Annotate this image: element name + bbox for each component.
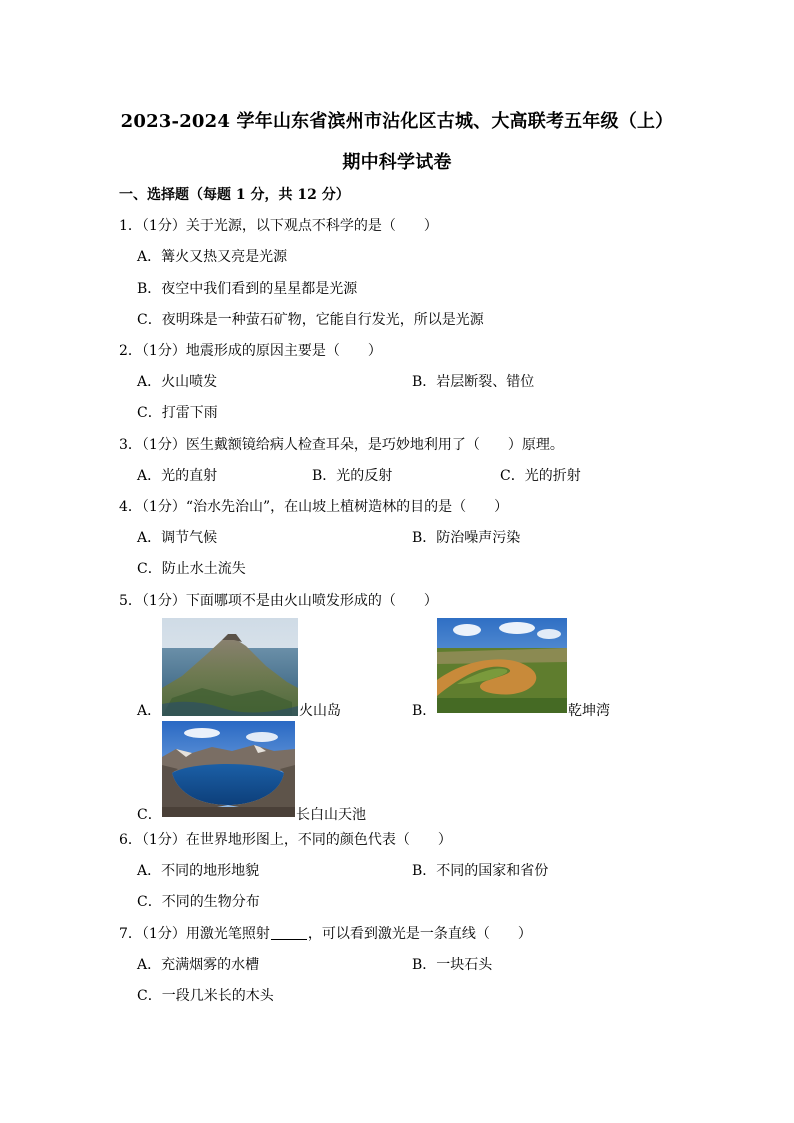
question-6-option-c: C．不同的生物分布 [137, 894, 260, 910]
question-2-stem: 2．（1分）地震形成的原因主要是（ ） [119, 343, 382, 359]
question-3-option-a: A．光的直射 [137, 468, 218, 484]
question-5-option-b-letter: B． [412, 703, 437, 719]
question-7-option-a: A．充满烟雾的水槽 [137, 957, 260, 973]
volcanic-island-photo [162, 618, 298, 716]
river-bend-photo [437, 618, 567, 713]
question-3-option-b: B．光的反射 [312, 468, 393, 484]
question-5-option-a-letter: A． [137, 703, 162, 719]
section-heading: 一、选择题（每题 1 分，共 12 分） [119, 187, 350, 203]
question-7-stem-post: ，可以看到激光是一条直线（ ） [307, 926, 532, 942]
question-4-option-b: B．防治噪声污染 [412, 530, 521, 546]
question-2-option-c: C．打雷下雨 [137, 405, 218, 421]
question-4-stem: 4．（1分）“治水先治山”，在山坡上植树造林的目的是（ ） [119, 499, 509, 515]
question-5-option-b-caption: 乾坤湾 [568, 703, 610, 719]
question-7-stem [119, 925, 532, 943]
question-7-option-b: B．一块石头 [412, 957, 493, 973]
question-5-option-a-caption: 火山岛 [299, 703, 341, 719]
answer-blank [271, 925, 307, 940]
exam-title-line2: 期中科学试卷 [342, 152, 452, 173]
exam-title-line1: 2023-2024 学年山东省滨州市沾化区古城、大高联考五年级（上） [120, 111, 674, 132]
question-2-option-a: A．火山喷发 [137, 374, 218, 390]
question-1-option-c: C．夜明珠是一种萤石矿物，它能自行发光，所以是光源 [137, 312, 484, 328]
question-3-option-c: C．光的折射 [500, 468, 581, 484]
question-4-option-c: C．防止水土流失 [137, 561, 246, 577]
question-5-option-c-caption: 长白山天池 [296, 807, 366, 823]
question-3-stem: 3．（1分）医生戴额镜给病人检查耳朵，是巧妙地利用了（ ）原理。 [119, 437, 564, 453]
question-5-option-c-letter: C． [137, 807, 162, 823]
question-6-option-a: A．不同的地形地貌 [137, 863, 260, 879]
question-2-option-b: B．岩层断裂、错位 [412, 374, 535, 390]
question-7-stem-pre: 7．（1分）用激光笔照射 [119, 926, 270, 942]
question-6-option-b: B．不同的国家和省份 [412, 863, 549, 879]
question-6-stem: 6．（1分）在世界地形图上，不同的颜色代表（ ） [119, 832, 452, 848]
question-1-option-a: A．篝火又热又亮是光源 [137, 249, 288, 265]
question-1-option-b: B．夜空中我们看到的星星都是光源 [137, 281, 358, 297]
question-1-stem: 1．（1分）关于光源，以下观点不科学的是（ ） [119, 218, 438, 234]
question-5-stem: 5．（1分）下面哪项不是由火山喷发形成的（ ） [119, 593, 438, 609]
crater-lake-photo [162, 721, 295, 817]
question-7-option-c: C．一段几米长的木头 [137, 988, 274, 1004]
question-4-option-a: A．调节气候 [137, 530, 218, 546]
